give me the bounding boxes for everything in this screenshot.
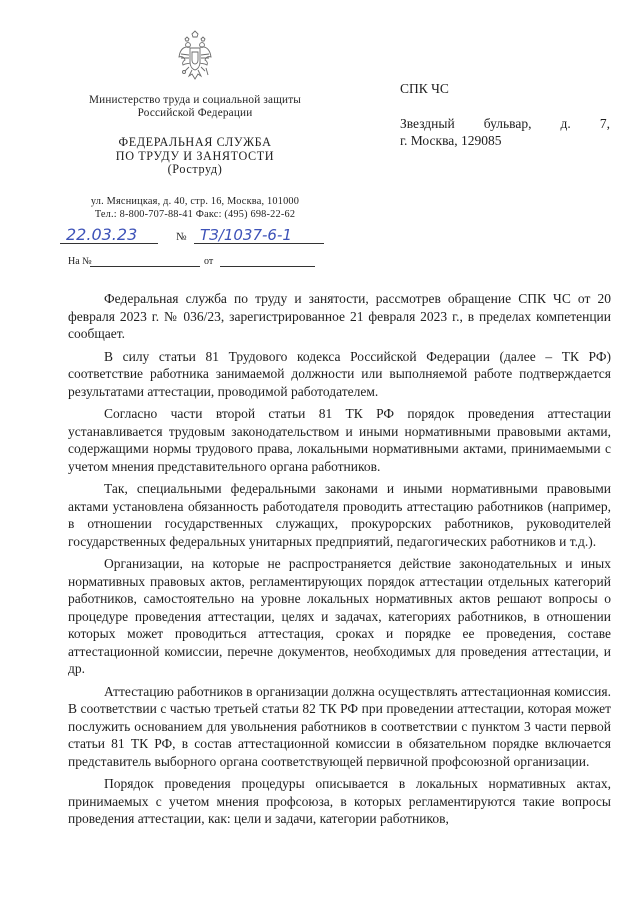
letter-body <box>68 290 611 833</box>
handwritten-date: 22.03.23 <box>60 226 158 244</box>
recipient-address-word: д. <box>560 116 571 131</box>
sender-contacts: Тел.: 8-800-707-88-41 Факс: (495) 698-22-62 <box>94 208 296 220</box>
recipient-block <box>400 80 610 149</box>
service-line-3: (Роструд) <box>167 162 223 176</box>
sender-address <box>50 195 340 221</box>
registration-line <box>58 226 318 248</box>
reference-date-blank <box>220 266 315 267</box>
body-paragraph: Федеральная служба по труду и занятости, рассмотрев обращение СПК ЧС от 20 февраля 2023 г. № 036/23, зарегистрированное 21 февраля 2023 г., в пределах компетенции сообщает. <box>68 291 611 341</box>
recipient-address-word: бульвар, <box>483 116 532 131</box>
recipient-address-word: 7, <box>599 116 610 131</box>
coat-of-arms-icon <box>177 30 213 86</box>
handwritten-number: ТЗ/1037-6-1 <box>194 226 324 244</box>
recipient-org: СПК ЧС <box>400 81 449 96</box>
reference-line <box>68 256 318 270</box>
reference-from-label: от <box>204 256 214 267</box>
service-line-1: ФЕДЕРАЛЬНАЯ СЛУЖБА <box>118 135 272 149</box>
body-paragraph: Аттестацию работников в организации должна осуществлять аттестационная комиссия. В соответствии с частью третьей статьи 82 ТК РФ при проведении аттестации, которая может послужить основанием для увольнения работников в соответствии с пунктом 3 части первой статьи 81 ТК РФ, в состав аттестационной комиссии в обязательном порядке включается представитель выборного органа соответствующей первичной профсоюзной организации. <box>68 683 611 769</box>
reference-label: На № <box>68 256 92 267</box>
body-paragraph: Так, специальными федеральными законами и иными нормативными правовыми актами установлена обязанность работодателя проводить аттестацию работников (например, в отношении государственных служащих, прокурорских работников, руководителей государственных федеральных унитарных предприятий, педагогических работников и т.д.). <box>68 481 611 549</box>
recipient-address-line-2: г. Москва, 129085 <box>400 133 502 148</box>
ministry-line-2: Российской Федерации <box>137 107 253 119</box>
body-paragraph: Согласно части второй статьи 81 ТК РФ порядок проведения аттестации устанавливается трудовым законодательством и иными нормативными правовыми актами, содержащими нормы трудового права, локальными нормативными актами, принимаемыми с учетом мнения представительного органа работников. <box>68 406 611 474</box>
service-line-2: ПО ТРУДУ И ЗАНЯТОСТИ <box>115 148 275 163</box>
body-paragraph: Организации, на которые не распространяется действие законодательных и иных нормативных правовых актов, регламентирующих порядок аттестации отдельных категорий работников, самостоятельно на уровне локальных нормативных актов решают вопросы о процедуре проведения аттестации, целях и задачах, категориях работников, в отношении которых может проводиться аттестация, сроках и порядке ее проведения, составе аттестационной комиссии, перечне документов, необходимых для проведения аттестации, и др. <box>68 556 611 676</box>
letterhead <box>50 30 340 221</box>
sender-address-line-1: ул. Мясницкая, д. 40, стр. 16, Москва, 101000 <box>90 195 300 207</box>
ministry-line-1: Министерство труда и социальной защиты <box>88 94 301 106</box>
ministry-name <box>50 94 340 120</box>
reference-number-blank <box>90 266 200 267</box>
recipient-address-word: Звездный <box>400 116 455 131</box>
body-paragraph: В силу статьи 81 Трудового кодекса Российской Федерации (далее – ТК РФ) соответствие работника занимаемой должности или выполняемой работе подтверждается результатами аттестации, проводимой работодателем. <box>68 348 611 399</box>
number-sign: № <box>176 231 187 243</box>
recipient-address-line-1 <box>400 115 610 132</box>
body-paragraph: Порядок проведения процедуры описывается в локальных нормативных актах, принимаемых с учетом мнения профсоюза, в которых регламентируются такие вопросы проведения аттестации, как: цели и задачи, категории работников, <box>68 776 611 826</box>
service-name <box>50 136 340 177</box>
